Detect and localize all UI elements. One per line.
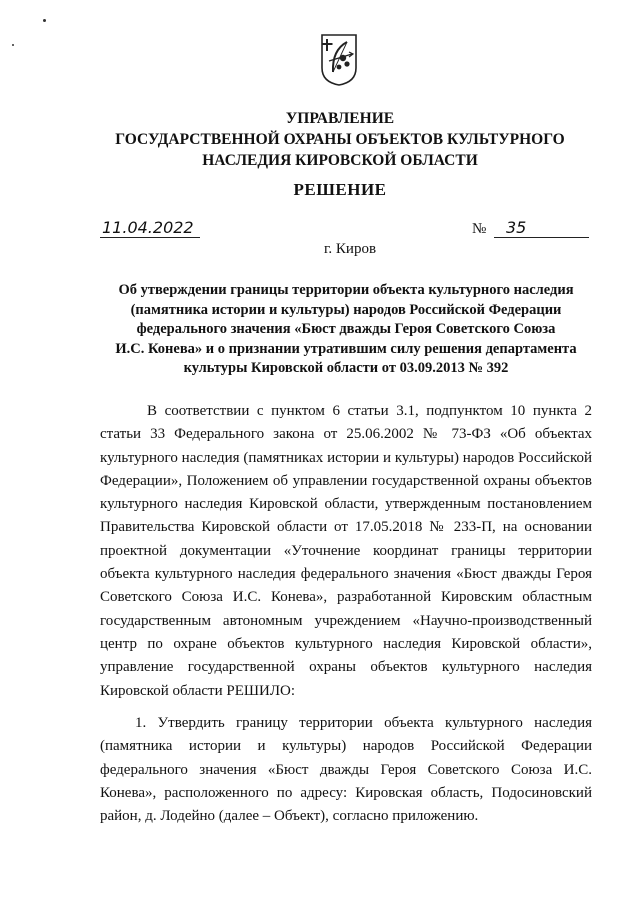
city: г. Киров — [323, 241, 377, 257]
subject-line: (памятника истории и культуры) народов Российской Федерации — [130, 301, 562, 318]
coat-of-arms-icon — [319, 32, 359, 86]
subject-line: Об утверждении границы территории объекта культурного наследия — [118, 282, 574, 298]
scan-speck — [43, 19, 46, 22]
issuer-line-3: НАСЛЕДИЯ КИРОВСКОЙ ОБЛАСТИ — [202, 152, 478, 169]
number-label: № — [472, 221, 487, 237]
subject-line: И.С. Конева» и о признании утратившим силу решения департамента — [115, 340, 577, 357]
decision-date: 11.04.2022 — [100, 219, 200, 238]
issuer-line-1: УПРАВЛЕНИЕ — [285, 110, 395, 127]
subject-line: культуры Кировской области от 03.09.2013 № 392 — [183, 360, 509, 376]
issuer-block — [60, 108, 620, 171]
issuer-line-2: ГОСУДАРСТВЕННОЙ ОХРАНЫ ОБЪЕКТОВ КУЛЬТУРНОГО — [115, 131, 565, 148]
preamble-paragraph: В соответствии с пунктом 6 статьи 3.1, подпунктом 10 пункта 2 статьи 33 Федерального закона от 25.06.2002 № 73-ФЗ «Об объектах культурного наследия (памятниках истории и культуры) народов Российской Федерации», Положением об управлении государственной охраны объектов культурного наследия Кировской области, утвержденным постановлением Правительства Кировской области от 17.05.2018 № 233-П, на основании проектной документации «Уточнение координат границы территории объекта культурного наследия федерального значения «Бюст дважды Героя Советского Союза И.С. Конева», разработанной Кировским областным государственным автономным учреждением «Научно-производственный центр по охране объектов культурного наследия Кировской области», управление государственной охраны объектов культурного наследия Кировской области РЕШИЛО: — [100, 403, 592, 699]
document-subject — [100, 281, 592, 379]
decision-item-1: 1. Утвердить границу территории объекта культурного наследия (памятника истории и культуры) народов Российской Федерации федерального значения «Бюст дважды Героя Советского Союза И.С. Конева», расположенного по адресу: Кировская область, Подосиновский район, д. Лодейно (далее – Объект), согласно приложению. — [100, 715, 592, 825]
document-type: РЕШЕНИЕ — [293, 180, 387, 199]
decision-number: 35 — [494, 219, 589, 238]
scan-speck — [12, 44, 14, 46]
subject-line: федерального значения «Бюст дважды Героя Советского Союза — [136, 321, 556, 337]
